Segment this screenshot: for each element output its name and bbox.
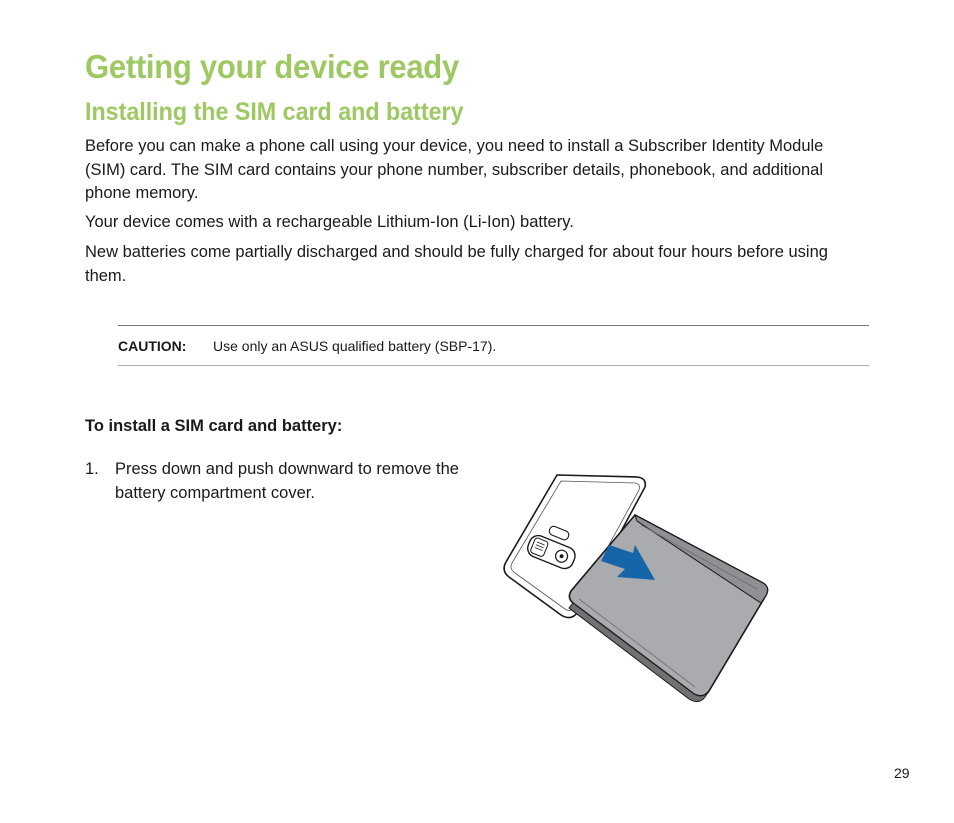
caution-text: Use only an ASUS qualified battery (SBP-17). [213,338,497,354]
charging-paragraph: New batteries come partially discharged and should be fully charged for about four hours before using them. [85,243,828,285]
page-number: 29 [894,765,910,781]
section-title: Installing the SIM card and battery [85,98,464,126]
step-text: Press down and push downward to remove the battery compartment cover. [115,460,459,502]
intro-paragraph: Before you can make a phone call using your device, you need to install a Subscriber Identity Module (SIM) card. The SIM card contains your phone number, subscriber details, phonebook, and additional phone memory. [85,137,824,202]
caution-note [118,325,869,366]
page-title: Getting your device ready [85,48,459,85]
step-number: 1. [85,460,99,478]
battery-paragraph: Your device comes with a rechargeable Lithium-Ion (Li-Ion) battery. [85,213,574,231]
caution-label: CAUTION: [118,338,187,354]
phone-back-cover-removal-icon [495,465,780,705]
procedure-title: To install a SIM card and battery: [85,417,343,435]
